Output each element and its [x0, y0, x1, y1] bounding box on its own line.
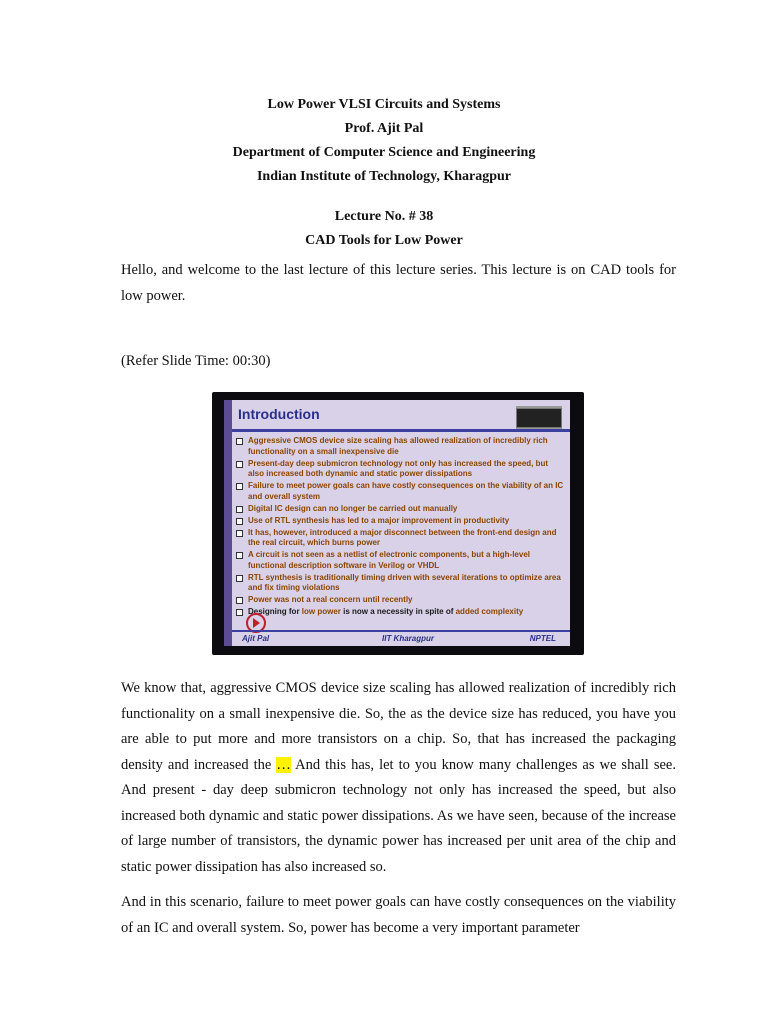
checkbox-bullet-icon — [236, 530, 243, 537]
slide-title-divider — [232, 429, 570, 432]
slide-bullet-last: Designing for low power is now a necessity in spite of added complexity — [236, 607, 564, 618]
slide-bullet: Aggressive CMOS device size scaling has allowed realization of incredibly rich functionality on a small inexpensive die — [236, 436, 564, 457]
document-header — [0, 93, 768, 189]
slide-bullet: It has, however, introduced a major disconnect between the front-end design and the real circuit, which burns power — [236, 528, 564, 549]
checkbox-bullet-icon — [236, 575, 243, 582]
slide-bullet: Present-day deep submicron technology not only has increased the speed, but also increased both dynamic and static power dissipations — [236, 459, 564, 480]
checkbox-bullet-icon — [236, 438, 243, 445]
checkbox-bullet-icon — [236, 609, 243, 616]
checkbox-bullet-icon — [236, 552, 243, 559]
slide-screenshot — [212, 392, 584, 655]
slide-bullet: Failure to meet power goals can have costly consequences on the viability of an IC and overall system — [236, 481, 564, 502]
intro-paragraph: Hello, and welcome to the last lecture of this lecture series. This lecture is on CAD tools for low power. — [121, 262, 676, 304]
institute-name: Indian Institute of Technology, Kharagpur — [256, 169, 511, 184]
footer-nptel: NPTEL — [529, 634, 556, 643]
slide-bullet-list — [236, 436, 564, 619]
checkbox-bullet-icon — [236, 483, 243, 490]
slide-footer — [232, 630, 570, 646]
professor-name: Prof. Ajit Pal — [344, 121, 424, 136]
body-paragraph-2: And in this scenario, failure to meet power goals can have costly consequences on the viability of an IC and overall system. So, power has become a very important parameter — [121, 894, 676, 936]
slide-bullet: Power was not a real concern until recently — [236, 595, 564, 606]
slide-content — [224, 400, 570, 646]
lecture-heading — [0, 205, 768, 253]
slide-bullet: Use of RTL synthesis has led to a major improvement in productivity — [236, 516, 564, 527]
ic-chip-icon — [516, 408, 562, 428]
footer-author: Ajit Pal — [242, 634, 270, 643]
slide-bullet: RTL synthesis is traditionally timing driven with several iterations to optimize area and fix timing violations — [236, 573, 564, 594]
department-name: Department of Computer Science and Engineering — [232, 145, 536, 160]
checkbox-bullet-icon — [236, 597, 243, 604]
highlighted-ellipsis: … — [276, 756, 291, 773]
slide-title: Introduction — [238, 406, 320, 422]
footer-institute: IIT Kharagpur — [382, 634, 435, 643]
slide-bullet: Digital IC design can no longer be carried out manually — [236, 504, 564, 515]
course-title: Low Power VLSI Circuits and Systems — [267, 97, 501, 112]
checkbox-bullet-icon — [236, 506, 243, 513]
checkbox-bullet-icon — [236, 518, 243, 525]
refer-slide-time: (Refer Slide Time: 00:30) — [121, 353, 271, 369]
checkbox-bullet-icon — [236, 461, 243, 468]
lecture-title: CAD Tools for Low Power — [305, 233, 463, 248]
slide-bullet: A circuit is not seen as a netlist of electronic components, but a high-level functional description software in Verilog or VHDL — [236, 550, 564, 571]
body-paragraph-1: We know that, aggressive CMOS device size scaling has allowed realization of incredibly rich functionality on a small inexpensive die. So, the as the device size has reduced, you have you are able to put more and more transistors on a chip. So, that has increased the packaging density and increased the … And this has, let to you know many challenges as we shall see. And present - day deep submicron technology not only has increased the speed, but also increased both dynamic and static power dissipations. As we have seen, because of the increase of large number of transistors, the dynamic power has increased per unit area of the chip and static power dissipation has also increased so. — [121, 680, 676, 875]
lecture-number: Lecture No. # 38 — [334, 209, 434, 224]
